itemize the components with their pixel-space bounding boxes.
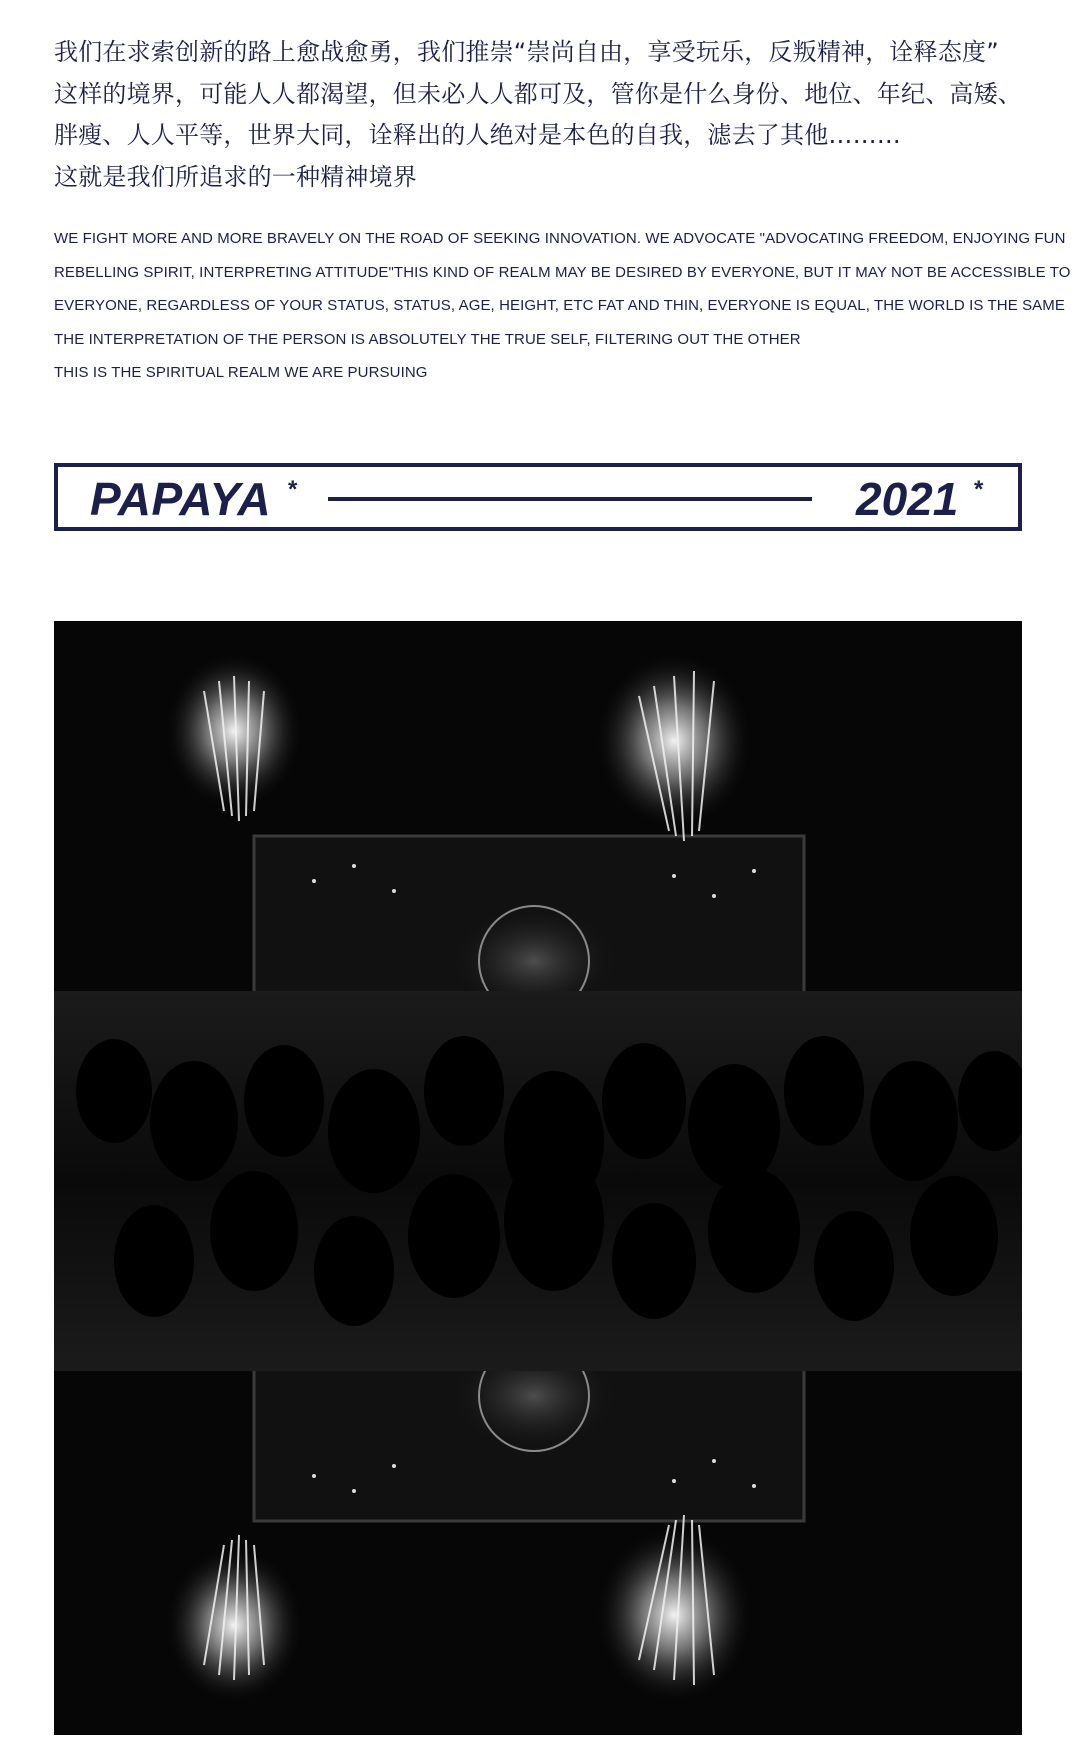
english-intro (54, 222, 1071, 390)
english-intro-line: REBELLING SPIRIT, INTERPRETING ATTITUDE"THIS KIND OF REALM MAY BE DESIRED BY EVERYONE, BUT IT MAY NOT BE ACCESSIBLE TO (54, 263, 1071, 281)
chinese-intro (54, 32, 1034, 198)
chinese-intro-line: 我们在求索创新的路上愈战愈勇，我们推崇“崇尚自由，享受玩乐，反叛精神，诠释态度” (54, 38, 999, 66)
banner-divider-line (328, 497, 812, 501)
english-intro-line: THE INTERPRETATION OF THE PERSON IS ABSOLUTELY THE TRUE SELF, FILTERING OUT THE OTHER (54, 330, 801, 348)
chinese-intro-line: 这样的境界，可能人人都渴望，但未必人人都可及，管你是什么身份、地位、年纪、高矮、 (54, 79, 1022, 108)
english-intro-line: THIS IS THE SPIRITUAL REALM WE ARE PURSUING (54, 364, 428, 381)
english-intro-line: WE FIGHT MORE AND MORE BRAVELY ON THE ROAD OF SEEKING INNOVATION. WE ADVOCATE "ADVOCATING FREEDOM, ENJOYING FUN (54, 230, 1066, 247)
chinese-intro-line: 这就是我们所追求的一种精神境界 (54, 162, 417, 191)
concert-photo-illustration (54, 621, 1022, 1735)
english-intro-line: EVERYONE, REGARDLESS OF YOUR STATUS, STATUS, AGE, HEIGHT, ETC FAT AND THIN, EVERYONE IS EQUAL, THE WORLD IS THE SAME (54, 297, 1065, 314)
brand-name: PAPAYA (90, 473, 272, 525)
concert-photo (54, 621, 1022, 1735)
chinese-intro-line: 胖瘦、人人平等，世界大同，诠释出的人绝对是本色的自我，滤去了其他……… (54, 121, 901, 149)
year-asterisk: * (974, 476, 984, 503)
papaya-2021-banner (54, 463, 1022, 531)
banner-year: 2021 (856, 473, 959, 525)
brand-asterisk: * (288, 476, 298, 503)
